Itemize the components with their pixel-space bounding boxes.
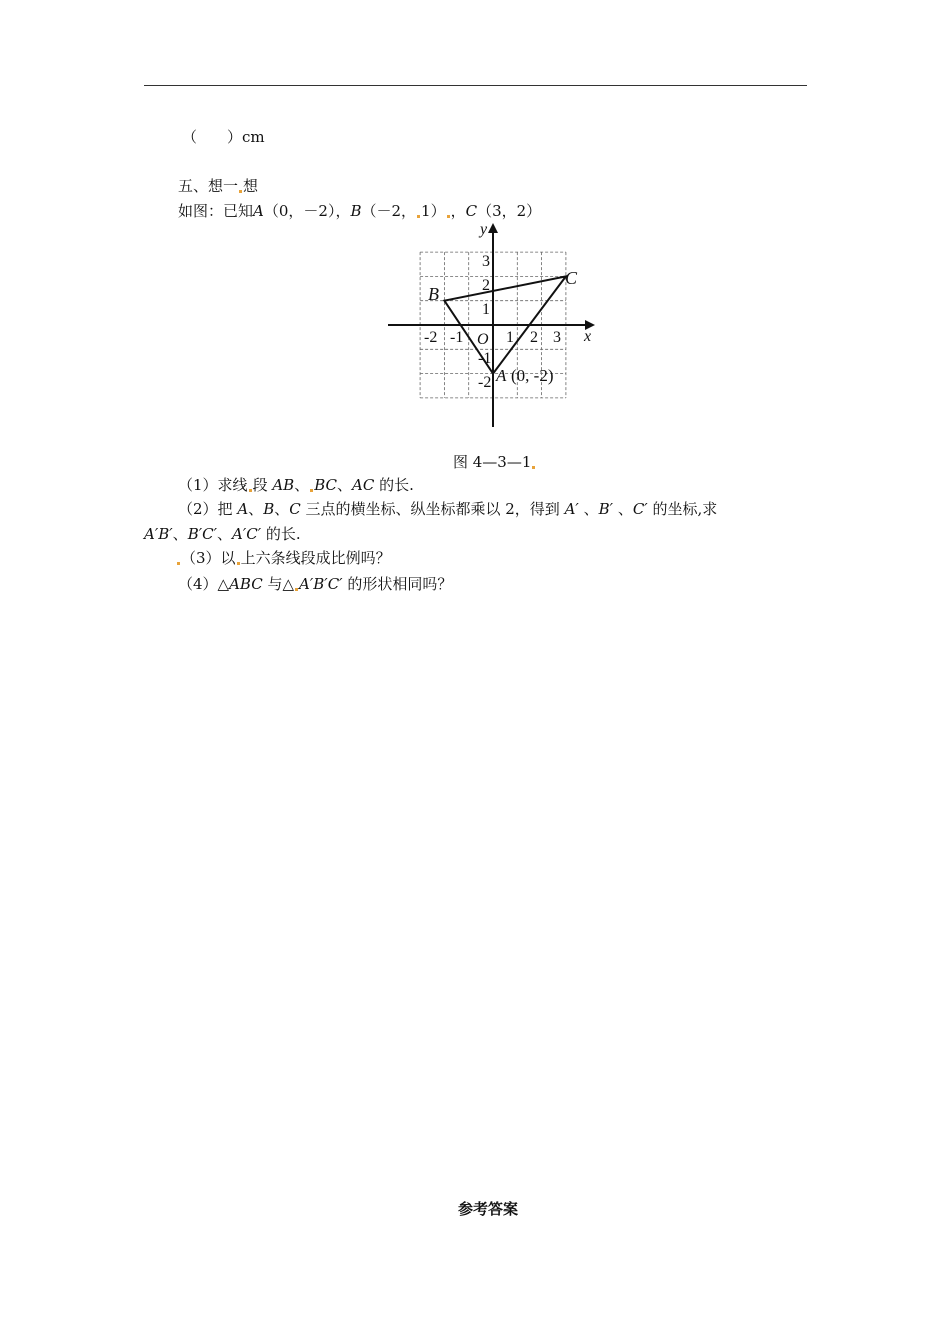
mark-dot xyxy=(237,562,240,565)
y-axis-arrow xyxy=(488,223,498,233)
axis-x-label: x xyxy=(584,328,592,345)
x-tick-label: 3 xyxy=(553,329,561,346)
header-rule xyxy=(144,85,807,86)
mark-dot xyxy=(532,466,535,469)
answer-title: 参考答案 xyxy=(458,1200,519,1218)
y-tick-label: -2 xyxy=(478,374,492,391)
question-2-continued: A′B′、B′C′、A′C′ 的长. xyxy=(144,525,301,543)
question-4: （4）△ABC 与△ A′B′C′ 的形状相同吗？ xyxy=(178,575,453,593)
x-tick-label: 1 xyxy=(506,329,514,346)
axis-y-label: y xyxy=(480,221,488,238)
figure-caption: 图 4—3—1 xyxy=(453,451,536,472)
question-3: （3）以 上六条线段成比例吗？ xyxy=(176,548,391,568)
unit-cm: cm xyxy=(242,128,265,146)
point-B-label: B xyxy=(428,284,439,304)
mark-dot xyxy=(177,562,180,565)
blank-answer-line xyxy=(182,127,265,147)
mark-dot xyxy=(249,489,252,492)
point-A-label: A xyxy=(496,366,507,385)
coordinate-figure xyxy=(380,220,610,435)
y-tick-label: 3 xyxy=(482,253,490,270)
x-tick-label: -1 xyxy=(450,329,464,346)
mark-dot xyxy=(239,190,242,193)
question-1: （1）求线 段 AB、 BC、AC 的长. xyxy=(178,476,414,494)
point-C-label: C xyxy=(565,268,578,288)
label-A: A xyxy=(253,202,264,220)
mark-dot xyxy=(447,215,450,218)
given-points-line: 如图：已知A（0，－2），B（－2， 1） ，C（3，2） xyxy=(178,202,542,220)
x-tick-label: -2 xyxy=(424,329,438,346)
origin-label: O xyxy=(477,331,489,348)
mark-dot xyxy=(417,215,420,218)
label-B: B xyxy=(350,202,362,220)
y-tick-label: 2 xyxy=(482,277,490,294)
mark-dot xyxy=(310,489,313,492)
label-C: C xyxy=(465,202,478,220)
question-2: （2）把 A、B、C 三点的横坐标、纵坐标都乘以 2，得到 A′ 、B′ 、C′ 的坐标,求 xyxy=(178,500,718,518)
y-tick-label: 1 xyxy=(482,301,490,318)
mark-dot xyxy=(295,588,298,591)
point-A-coords: (0, -2) xyxy=(511,366,554,385)
blank-paren: （ ） xyxy=(182,128,243,146)
section-title: 五、想一 想 xyxy=(178,177,259,195)
x-tick-label: 2 xyxy=(530,329,538,346)
y-tick-label: -1 xyxy=(478,350,492,367)
